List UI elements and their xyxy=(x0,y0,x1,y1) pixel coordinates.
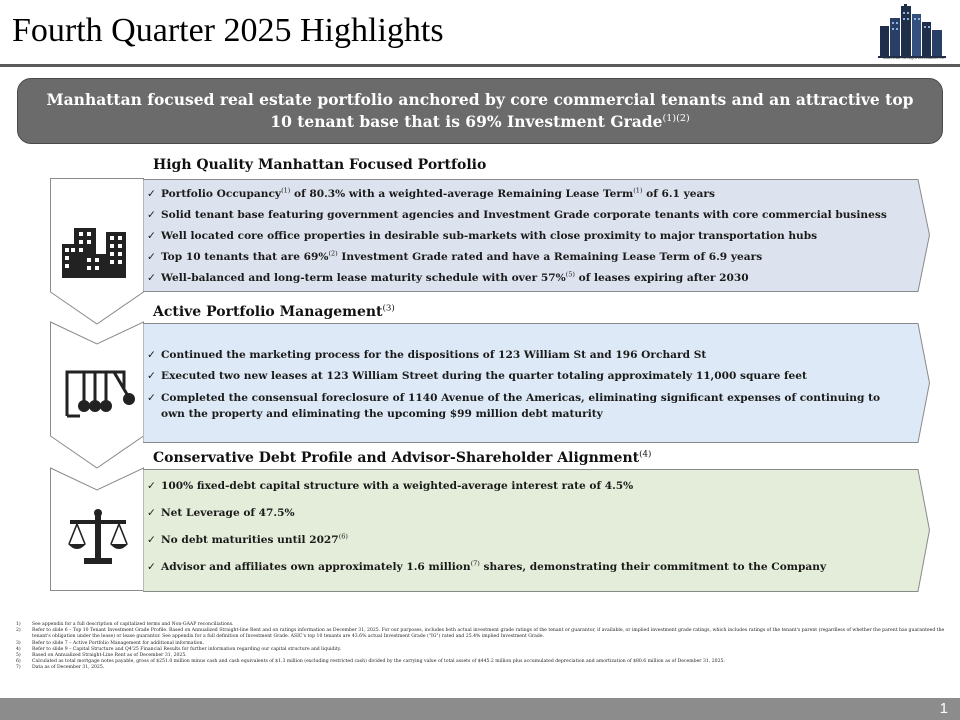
footnote: 4) Refer to slide 9 – Capital Structure and Q4'25 Financial Results for further information regarding our capital structure and liquidity. xyxy=(16,646,342,652)
check-icon: ✓ xyxy=(147,480,156,492)
list-item: ✓ Executed two new leases at 123 William Street during the quarter totaling approximately 11,000 square feet xyxy=(147,370,807,382)
check-icon: ✓ xyxy=(147,272,156,284)
section-title-portfolio-management: Active Portfolio Management$^{(3)}$ xyxy=(153,303,395,320)
check-icon: ✓ xyxy=(147,534,156,546)
check-icon: ✓ xyxy=(147,370,156,382)
check-icon: ✓ xyxy=(147,251,156,263)
list-item: ✓ Well located core office properties in desirable sub-markets with close proximity to major transportation hubs xyxy=(147,230,818,242)
check-icon: ✓ xyxy=(147,209,156,221)
summary-banner xyxy=(17,78,943,144)
list-item: ✓ Completed the consensual foreclosure of 1140 Avenue of the Americas, eliminating significant expenses of continuing to own the property and eliminating the upcoming $99 million debt maturity xyxy=(147,392,881,420)
list-item: ✓ No debt maturities until 2027$^{(6)}$ xyxy=(147,532,348,546)
buildings-icon xyxy=(60,226,130,278)
banner-footnote-ref: (1)(2) xyxy=(662,112,690,124)
footnote: 1) See appendix for a full description of capitalized terms and Non-GAAP reconciliations. xyxy=(16,622,234,627)
footnote: 5) Based on Annualized Straight-Line Rent as of December 31, 2025. xyxy=(16,653,187,659)
header-rule xyxy=(0,64,960,67)
check-icon: ✓ xyxy=(147,392,156,404)
footnote: 3) Refer to slide 7 – Active Portfolio Management for additional information. xyxy=(16,640,204,646)
footnote: 2) Refer to slide 6 – Top 10 Tenant Investment Grade Profile. Based on Annualized Straight-line Rent and on ratings information as December 31, 2025. For our purposes, includes both actual investment grade ratings of the tenant or guarantor, if available, or implied investment grade ratings, which includes ratings of the tenant's parent (regardless of whether the parent has guaranteed the tenant's obligation under the lease) or lease guarantor. See appendix for a full definition of Investment Grade. ASIC's top 10 tenants are 43.6% actual Investment Grade ("IG") rated and 25.4% implied Investment Grade. xyxy=(16,628,945,640)
check-icon: ✓ xyxy=(147,188,156,200)
check-icon: ✓ xyxy=(147,507,156,519)
section-panel-portfolio-management xyxy=(143,323,930,443)
list-item: ✓ Solid tenant base featuring government agencies and Investment Grade corporate tenants with core commercial business xyxy=(147,209,887,221)
list-item: ✓ Portfolio Occupancy$^{(1)}$ of 80.3% with a weighted-average Remaining Lease Term$^{(1)}$ of 6.1 years xyxy=(147,186,715,200)
check-icon: ✓ xyxy=(147,230,156,242)
scales-icon xyxy=(66,508,130,566)
logo-caption: American Strength Investment Co. xyxy=(883,56,945,60)
section-title-debt-profile: Conservative Debt Profile and Advisor-Shareholder Alignment$^{(4)}$ xyxy=(153,449,652,466)
page-number: 1 xyxy=(939,700,948,717)
check-icon: ✓ xyxy=(147,561,156,573)
section-title-portfolio: High Quality Manhattan Focused Portfolio xyxy=(153,157,487,173)
list-item: ✓ Top 10 tenants that are 69%$^{(2)}$ Investment Grade rated and have a Remaining Lease Term of 6.9 years xyxy=(147,249,763,263)
check-icon: ✓ xyxy=(147,349,156,361)
list-item: ✓ Well-balanced and long-term lease maturity schedule with over 57%$^{(5)}$ of leases expiring after 2030 xyxy=(147,270,749,284)
footnote: 6) Calculated as total mortgage notes payable, gross of $251.0 million minus cash and cash equivalents of $1.3 million (excluding restricted cash) divided by the carrying value of total assets of $445.2 million plus accumulated depreciation and amortization of $80.6 million as of December 31, 2025. xyxy=(16,659,725,665)
list-item: ✓ 100% fixed-debt capital structure with a weighted-average interest rate of 4.5% xyxy=(147,480,634,492)
banner-text: Manhattan focused real estate portfolio anchored by core commercial tenants and an attractive top 10 tenant base that is 69% Investment Grade xyxy=(46,90,914,131)
newtons-cradle-icon xyxy=(64,368,136,420)
footnotes xyxy=(16,622,946,672)
bullet-list-portfolio-management xyxy=(143,323,930,422)
list-item: ✓ Net Leverage of 47.5% xyxy=(147,507,295,519)
list-item: ✓ Advisor and affiliates own approximately 1.6 million$^{(7)}$ shares, demonstrating their commitment to the Company xyxy=(147,559,827,573)
section-panel-debt-profile xyxy=(143,469,930,592)
bullet-list-portfolio xyxy=(143,179,930,292)
footer-bar xyxy=(0,698,960,720)
bullet-list-debt-profile xyxy=(143,469,930,587)
list-item: ✓ Continued the marketing process for the dispositions of 123 William St and 196 Orchard St xyxy=(147,349,707,361)
page-title: Fourth Quarter 2025 Highlights xyxy=(12,12,444,49)
company-logo-icon xyxy=(876,4,950,62)
footnote: 7) Data as of December 31, 2025. xyxy=(16,665,105,671)
section-panel-portfolio xyxy=(143,179,930,292)
